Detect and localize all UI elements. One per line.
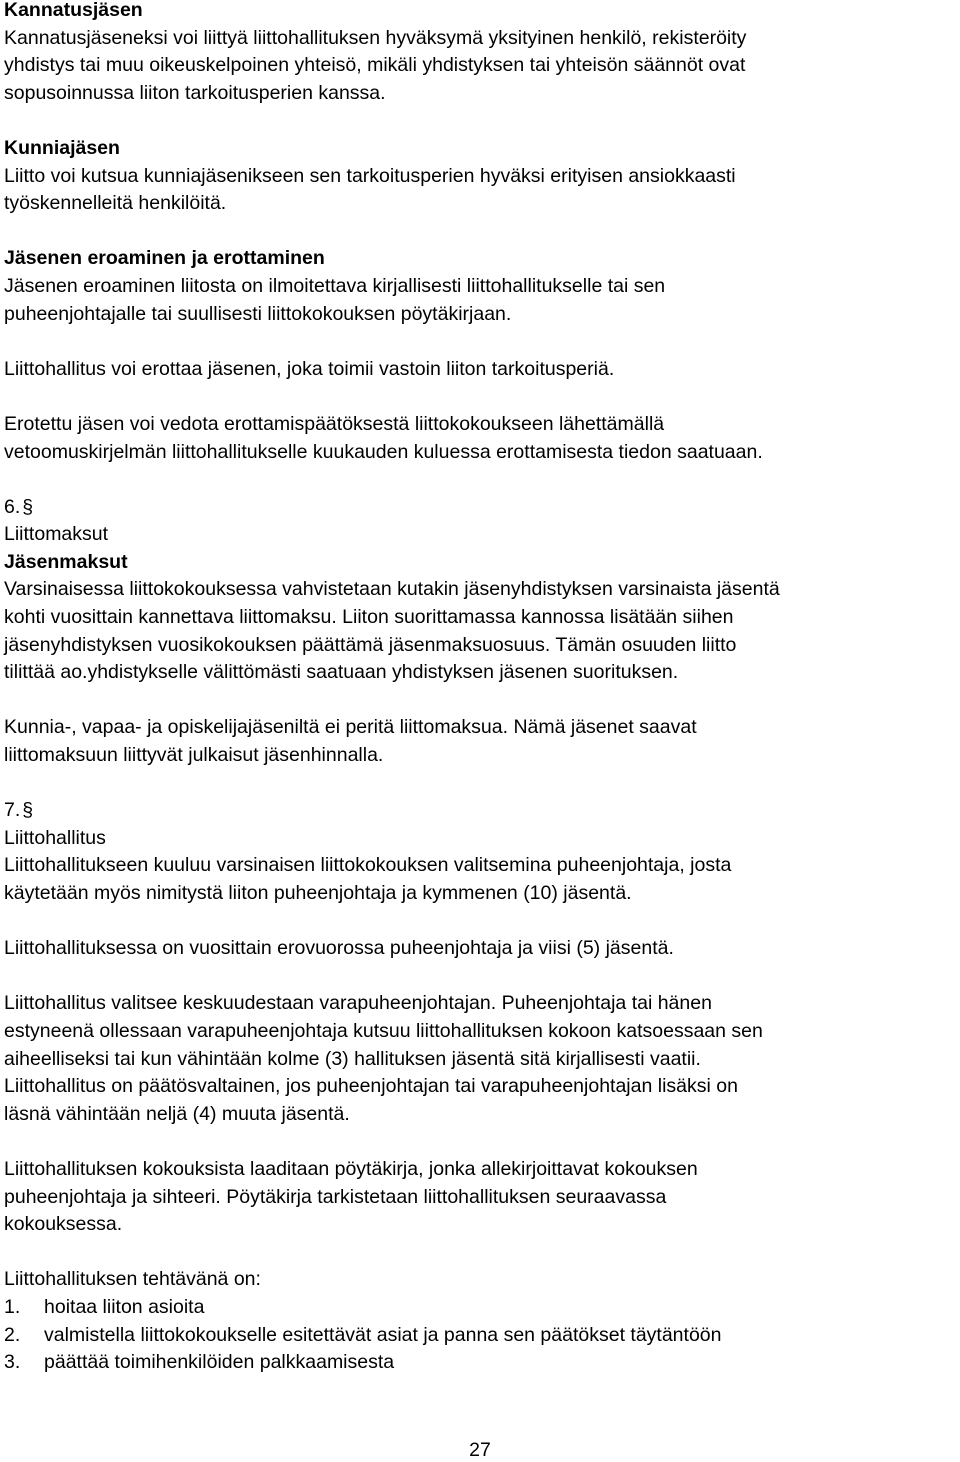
section-eroaminen: [4, 245, 954, 328]
text-line: Kannatusjäseneksi voi liittyä liittohallituksen hyväksymä yksityinen henkilö, rekisteröity: [4, 26, 747, 49]
paragraph-vetoomus: [4, 411, 954, 466]
text-line: Liittohallituksessa on vuosittain erovuorossa puheenjohtaja ja viisi (5) jäsentä.: [4, 937, 674, 960]
text-line: estyneenä ollessaan varapuheenjohtaja kutsuu liittohallituksen kokoon katsoessaan sen: [4, 1019, 763, 1042]
paragraph-erovuoro: [4, 935, 954, 963]
section-7-number: [4, 797, 954, 825]
tasks-intro: Liittohallituksen tehtävänä on:: [4, 1268, 261, 1291]
text-line: puheenjohtajalle tai suullisesti liittokokouksen pöytäkirjaan.: [4, 302, 512, 325]
text-line: Liitto voi kutsua kunniajäsenikseen sen tarkoitusperien hyväksi erityisen ansiokkaasti: [4, 164, 736, 187]
text-line: liittomaksuun liittyvät julkaisut jäsenhinnalla.: [4, 744, 384, 767]
text-line: vetoomuskirjelmän liittohallitukselle kuukauden kuluessa erottamisesta tiedon saatuaan.: [4, 440, 763, 463]
list-item: [4, 1322, 954, 1350]
section-6: [4, 494, 954, 687]
text-line: aiheelliseksi tai kun vähintään kolme (3) hallituksen jäsentä sitä kirjallisesti vaatii.: [4, 1047, 701, 1070]
list-item-number: 3.: [4, 1351, 21, 1374]
list-item: [4, 1349, 954, 1377]
text-line: jäsenyhdistyksen vuosikokouksen päättämä jäsenmaksuosuus. Tämän osuuden liitto: [4, 633, 737, 656]
tasks-list: [4, 1294, 954, 1377]
heading-kunniajasen: Kunniajäsen: [4, 136, 120, 159]
list-item: [4, 1294, 954, 1322]
section-symbol: §: [22, 495, 34, 518]
list-item-text: valmistella liittokokoukselle esitettävät asiat ja panna sen päätökset täytäntöön: [44, 1323, 722, 1346]
text-line: käytetään myös nimitystä liiton puheenjohtaja ja kymmenen (10) jäsentä.: [4, 882, 632, 904]
section-symbol: §: [22, 799, 34, 822]
page-number: 27: [469, 1439, 491, 1461]
list-item-number: 2.: [4, 1323, 21, 1346]
text-line: Jäsenen eroaminen liitosta on ilmoitettava kirjallisesti liittohallitukselle tai sen: [4, 274, 666, 297]
heading-eroaminen: Jäsenen eroaminen ja erottaminen: [4, 247, 325, 270]
text-line: Liittohallitus voi erottaa jäsenen, joka toimii vastoin liiton tarkoitusperiä.: [4, 357, 615, 380]
text-line: kohti vuosittain kannettava liittomaksu. Liiton suorittamassa kannossa lisätään siihen: [4, 606, 734, 629]
section-7: [4, 797, 954, 907]
paragraph-poytakirja: [4, 1156, 954, 1239]
text-line: läsnä vähintään neljä (4) muuta jäsentä.: [4, 1102, 350, 1125]
paragraph-varapuheenjohtaja: [4, 990, 954, 1128]
text-line: Liittohallituksen kokouksista laaditaan pöytäkirja, jonka allekirjoittavat kokouksen: [4, 1157, 698, 1180]
list-item-text: hoitaa liiton asioita: [44, 1295, 205, 1318]
text-line: Varsinaisessa liittokokouksessa vahvistetaan kutakin jäsenyhdistyksen varsinaista jäsentä: [4, 578, 780, 601]
text-line: yhdistys tai muu oikeuskelpoinen yhteisö, mikäli yhdistyksen tai yhteisön säännöt ovat: [4, 54, 746, 77]
text-line: puheenjohtaja ja sihteeri. Pöytäkirja tarkistetaan liittohallituksen seuraavassa: [4, 1185, 667, 1208]
document-page: [4, 0, 954, 1404]
text-line: Liittohallitus valitsee keskuudestaan varapuheenjohtajan. Puheenjohtaja tai hänen: [4, 992, 712, 1015]
tasks-block: [4, 1266, 954, 1376]
heading-jasenmaksut: Jäsenmaksut: [4, 550, 128, 573]
section-kannatusjasen: [4, 0, 954, 107]
text-line: työskennelleitä henkilöitä.: [4, 192, 227, 215]
section-6-title: Liittomaksut: [4, 523, 109, 546]
list-item-number: 1.: [4, 1295, 21, 1318]
text-line: Erotettu jäsen voi vedota erottamispäätöksestä liittokokoukseen lähettämällä: [4, 412, 665, 435]
text-line: tilittää ao.yhdistykselle välittömästi saatuaan yhdistyksen jäsenen suorituksen.: [4, 661, 679, 684]
text-line: kokouksessa.: [4, 1213, 123, 1236]
section-number: 6.: [4, 495, 21, 518]
paragraph-kunniajasenet: [4, 714, 954, 769]
text-line: Liittohallitukseen kuuluu varsinaisen liittokokouksen valitsemina puheenjohtaja, josta: [4, 854, 732, 877]
section-kunniajasen: [4, 135, 954, 218]
text-line: Liittohallitus on päätösvaltainen, jos puheenjohtajan tai varapuheenjohtajan lisäksi on: [4, 1075, 738, 1098]
section-7-title: Liittohallitus: [4, 826, 106, 849]
section-number: 7.: [4, 799, 21, 822]
paragraph-erottaminen: [4, 356, 954, 384]
heading-kannatusjasen: Kannatusjäsen: [4, 0, 143, 21]
text-line: Kunnia-, vapaa- ja opiskelijajäseniltä ei peritä liittomaksua. Nämä jäsenet saavat: [4, 716, 697, 739]
list-item-text: päättää toimihenkilöiden palkkaamisesta: [44, 1351, 395, 1374]
text-line: sopusoinnussa liiton tarkoitusperien kanssa.: [4, 81, 386, 104]
section-6-number: [4, 494, 954, 522]
